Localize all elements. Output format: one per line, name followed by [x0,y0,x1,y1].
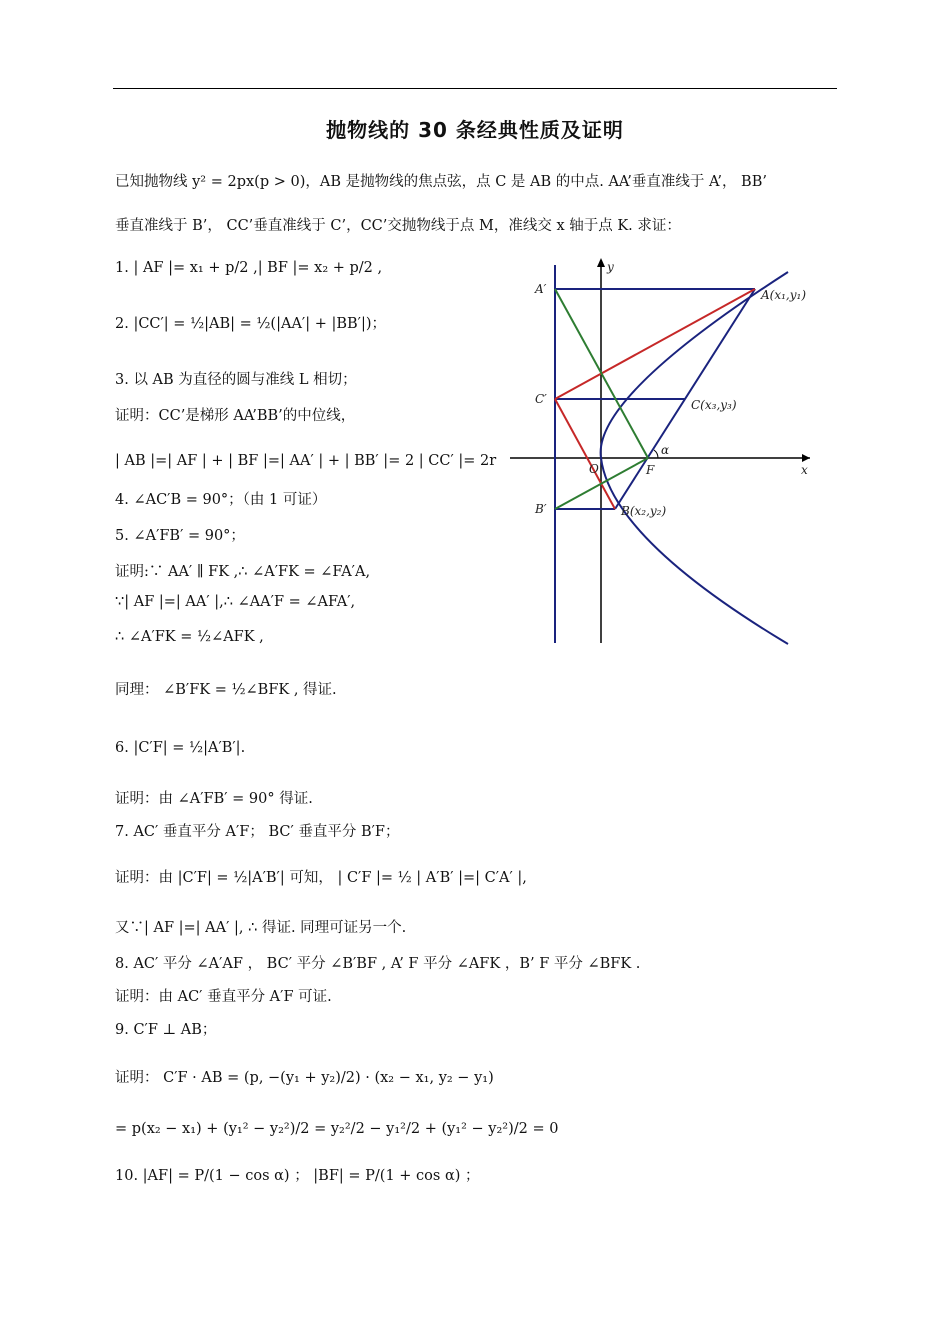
label-a-prime: A′ [535,282,547,296]
property-4: 4. ∠AC′B = 90°；（由 1 可证） [115,492,327,508]
proof-8: 证明：由 AC′ 垂直平分 A′F 可证. [115,989,332,1005]
label-x: x [801,463,808,477]
property-2: 2. |CC′| = ½|AB| = ½(|AA′| + |BB′|)； [115,316,386,332]
label-a: A(x₁,y₁) [761,288,807,302]
intro-line-2: 垂直准线于 B’， CC’垂直准线于 C’，CC’交抛物线于点 M，准线交 x 轴于点 K. 求证： [115,218,681,234]
property-10: 10. |AF| = P/(1 − cos α) ； |BF| = P/(1 + cos α) ； [115,1168,480,1184]
label-f: F [646,463,655,477]
x-axis-arrow [802,454,810,462]
property-1: 1. | AF |= x₁ + p/2 ,| BF |= x₂ + p/2 , [115,260,383,276]
label-b-prime: B′ [535,502,547,516]
proof-7-line-1: 证明：由 |C′F| = ½|A′B′| 可知， | C′F |= ½ | A′B′ |=| C′A′ |, [115,870,527,886]
proof-5-line-3: ∴ ∠A′FK = ½∠AFK , [115,629,264,645]
proof-3: 证明：CC’是梯形 AA’BB’的中位线， [115,408,356,424]
proof-5-line-1: 证明:∵ AA′ ∥ FK ,∴ ∠A′FK = ∠FA′A, [115,564,371,580]
property-3: 3. 以 AB 为直径的圆与准线 L 相切； [115,372,357,388]
proof-5-line-4: 同理： ∠B′FK = ½∠BFK , 得证. [115,682,337,698]
proof-3-equation: | AB |=| AF | + | BF |=| AA′ | + | BB′ |= 2 | CC′ |= 2r [115,453,497,469]
label-o: O [589,462,599,476]
proof-6: 证明：由 ∠A′FB′ = 90° 得证. [115,791,313,807]
proof-9-line-2: = p(x₂ − x₁) + (y₁² − y₂²)/2 = y₂²/2 − y₁²/2 + (y₁² − y₂²)/2 = 0 [115,1121,559,1137]
label-c: C(x₃,y₃) [691,398,737,412]
intro-line-1: 已知抛物线 y² = 2px(p > 0)，AB 是抛物线的焦点弦，点 C 是 AB 的中点. AA’垂直准线于 A’， BB’ [115,174,767,190]
property-5: 5. ∠A′FB′ = 90°； [115,528,245,544]
y-axis-arrow [597,258,605,267]
page-title: 抛物线的 30 条经典性质及证明 [326,118,624,142]
label-y: y [607,260,614,274]
label-alpha: α [661,443,670,457]
property-7: 7. AC′ 垂直平分 A′F； BC′ 垂直平分 B′F； [115,824,400,840]
property-9: 9. C′F ⊥ AB； [115,1022,217,1038]
header-rule [113,88,837,89]
proof-5-line-2: ∵| AF |=| AA′ |,∴ ∠AA′F = ∠AFA′, [115,594,356,610]
proof-7-line-2: 又∵| AF |=| AA′ |, ∴ 得证. 同理可证另一个. [115,920,407,936]
property-6: 6. |C′F| = ½|A′B′|. [115,740,246,756]
label-c-prime: C′ [535,392,547,406]
angle-alpha-arc [654,450,658,458]
label-b: B(x₂,y₂) [621,504,667,518]
proof-9-line-1: 证明： C′F · AB = (p, −(y₁ + y₂)/2) · (x₂ − x₁, y₂ − y₁) [115,1070,494,1086]
property-8: 8. AC′ 平分 ∠A′AF ， BC′ 平分 ∠B′BF , A’ F 平分 ∠AFK ，B’ F 平分 ∠BFK . [115,956,641,972]
parabola-diagram [505,255,825,650]
